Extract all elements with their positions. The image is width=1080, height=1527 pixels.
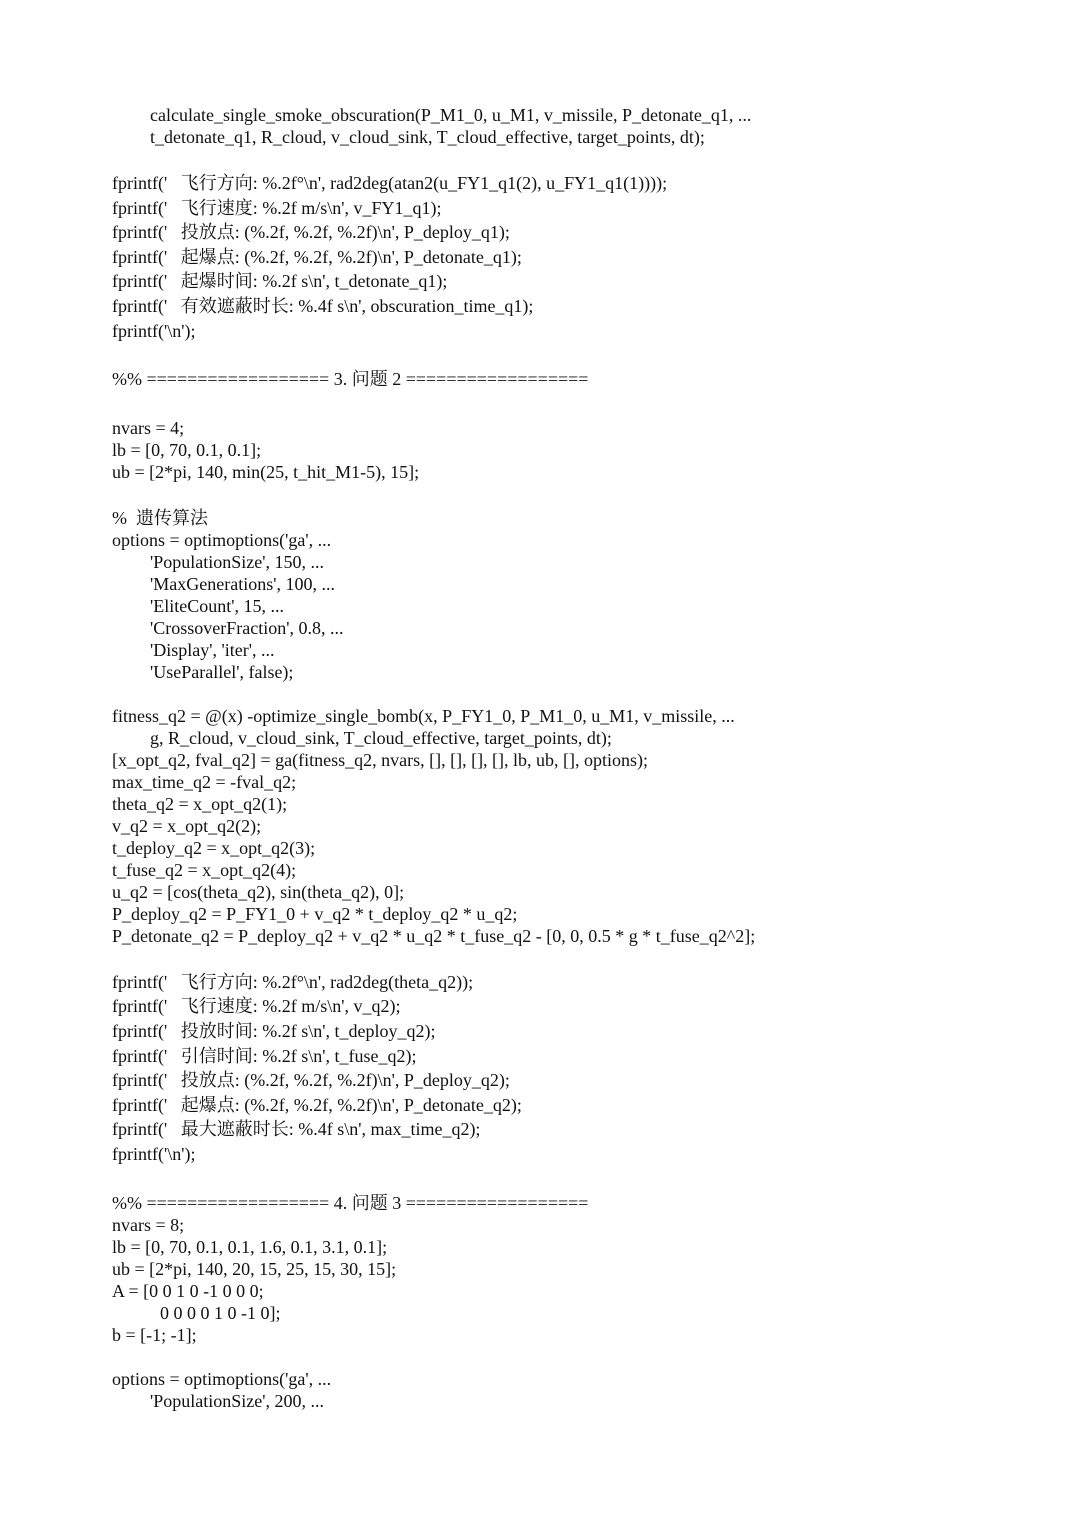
code-line: fprintf(' 引信时间: %.2f s\n', t_fuse_q2); <box>112 1045 417 1066</box>
code-line: ub = [2*pi, 140, 20, 15, 25, 15, 30, 15]; <box>112 1258 397 1279</box>
code-line: fprintf(' 飞行速度: %.2f m/s\n', v_FY1_q1); <box>112 197 442 218</box>
code-line: b = [-1; -1]; <box>112 1324 197 1345</box>
blank-line <box>112 1168 1012 1192</box>
code-line: t_fuse_q2 = x_opt_q2(4); <box>112 859 297 880</box>
blank-line <box>112 1346 1012 1368</box>
code-line: fprintf(' 投放点: (%.2f, %.2f, %.2f)\n', P_deploy_q1); <box>112 222 510 243</box>
code-line: calculate_single_smoke_obscuration(P_M1_0, u_M1, v_missile, P_detonate_q1, ... <box>150 105 752 125</box>
code-line: 'Display', 'iter', ... <box>150 639 275 660</box>
code-line: fprintf(' 投放时间: %.2f s\n', t_deploy_q2); <box>112 1020 436 1041</box>
code-line: options = optimoptions('ga', ... <box>112 1368 332 1389</box>
code-line: P_detonate_q2 = P_deploy_q2 + v_q2 * u_q2 * t_fuse_q2 - [0, 0, 0.5 * g * t_fuse_q2^2]; <box>112 925 756 946</box>
code-line: t_detonate_q1, R_cloud, v_cloud_sink, T_cloud_effective, target_points, dt); <box>150 127 705 147</box>
code-line: fprintf(' 飞行速度: %.2f m/s\n', v_q2); <box>112 996 401 1017</box>
code-line: 'UseParallel', false); <box>150 661 294 682</box>
code-line: 'CrossoverFraction', 0.8, ... <box>150 617 344 638</box>
code-line: max_time_q2 = -fval_q2; <box>112 771 297 792</box>
blank-line <box>112 393 1012 417</box>
blank-line <box>112 947 1012 971</box>
code-line: 'PopulationSize', 150, ... <box>150 551 324 572</box>
code-line: fprintf(' 飞行方向: %.2f°\n', rad2deg(atan2(u_FY1_q1(2), u_FY1_q1(1)))); <box>112 173 668 193</box>
code-line: 'EliteCount', 15, ... <box>150 595 284 616</box>
code-line: fprintf(' 起爆时间: %.2f s\n', t_detonate_q1); <box>112 271 448 292</box>
code-line: fprintf('\n'); <box>112 320 196 341</box>
blank-line <box>112 683 1012 705</box>
code-line: A = [0 0 1 0 -1 0 0 0; <box>112 1280 264 1301</box>
code-listing <box>112 104 1012 1412</box>
code-line: fprintf(' 起爆点: (%.2f, %.2f, %.2f)\n', P_detonate_q2); <box>112 1094 522 1115</box>
code-line: fitness_q2 = @(x) -optimize_single_bomb(x, P_FY1_0, P_M1_0, u_M1, v_missile, ... <box>112 705 735 726</box>
code-line: t_deploy_q2 = x_opt_q2(3); <box>112 837 316 858</box>
code-line: fprintf(' 最大遮蔽时长: %.4f s\n', max_time_q2); <box>112 1119 481 1140</box>
code-line: lb = [0, 70, 0.1, 0.1, 1.6, 0.1, 3.1, 0.1]; <box>112 1236 388 1257</box>
code-line: 0 0 0 0 1 0 -1 0]; <box>160 1302 281 1323</box>
code-line: fprintf(' 有效遮蔽时长: %.4f s\n', obscuration_time_q1); <box>112 295 534 316</box>
code-line: u_q2 = [cos(theta_q2), sin(theta_q2), 0]; <box>112 881 405 902</box>
code-line: ub = [2*pi, 140, min(25, t_hit_M1-5), 15]; <box>112 461 420 482</box>
blank-line <box>112 148 1012 172</box>
code-line: theta_q2 = x_opt_q2(1); <box>112 793 288 814</box>
blank-line <box>112 483 1012 507</box>
code-line: fprintf(' 投放点: (%.2f, %.2f, %.2f)\n', P_deploy_q2); <box>112 1070 510 1091</box>
code-line: nvars = 8; <box>112 1214 185 1235</box>
code-line: fprintf(' 飞行方向: %.2f°\n', rad2deg(theta_q2)); <box>112 971 474 992</box>
section-header: %% ================== 3. 问题 2 ================== <box>112 369 589 390</box>
blank-line <box>112 344 1012 368</box>
code-line: nvars = 4; <box>112 417 185 438</box>
code-line: [x_opt_q2, fval_q2] = ga(fitness_q2, nvars, [], [], [], [], lb, ub, [], options); <box>112 749 649 770</box>
code-line: lb = [0, 70, 0.1, 0.1]; <box>112 439 262 460</box>
comment-line: % 遗传算法 <box>112 507 208 528</box>
code-line: v_q2 = x_opt_q2(2); <box>112 815 262 836</box>
code-line: 'PopulationSize', 200, ... <box>150 1390 324 1411</box>
code-line: fprintf('\n'); <box>112 1143 196 1164</box>
code-line: P_deploy_q2 = P_FY1_0 + v_q2 * t_deploy_q2 * u_q2; <box>112 903 518 924</box>
code-line: options = optimoptions('ga', ... <box>112 529 332 550</box>
code-line: fprintf(' 起爆点: (%.2f, %.2f, %.2f)\n', P_detonate_q1); <box>112 246 522 267</box>
code-line: g, R_cloud, v_cloud_sink, T_cloud_effective, target_points, dt); <box>150 727 612 748</box>
code-line: 'MaxGenerations', 100, ... <box>150 573 335 594</box>
section-header: %% ================== 4. 问题 3 ================== <box>112 1192 589 1213</box>
